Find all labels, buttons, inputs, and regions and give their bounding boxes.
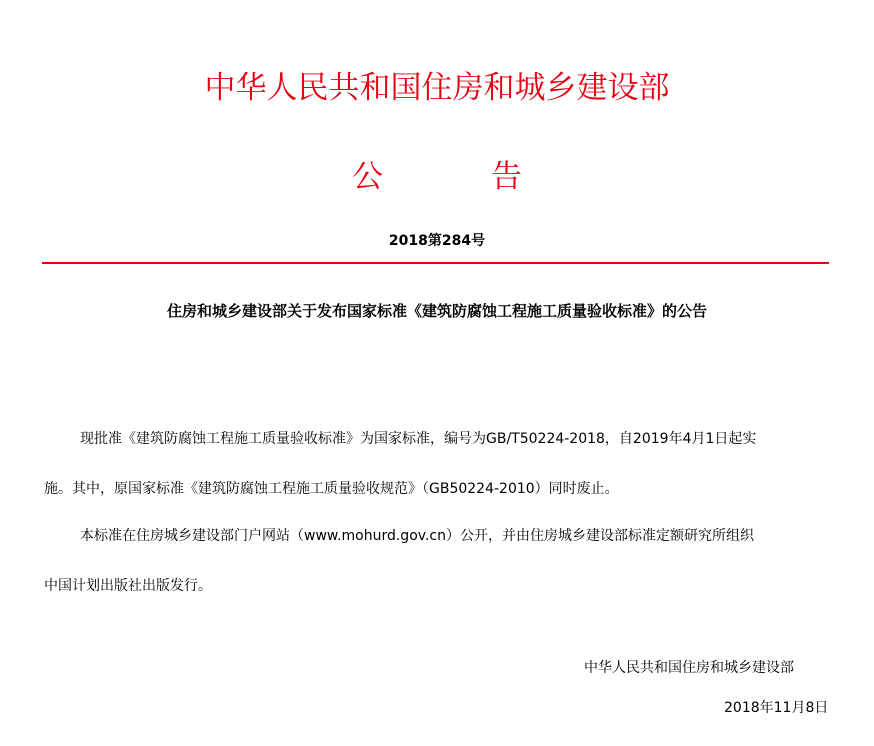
document-number: 2018第284号 xyxy=(388,233,486,249)
paragraph-2-line-1: 本标准在住房城乡建设部门户网站（www.mohurd.gov.cn）公开，并由住房城乡建设部标准定额研究所组织 xyxy=(80,528,754,544)
signature-date: 2018年11月8日 xyxy=(724,700,829,716)
announcement-title xyxy=(352,155,522,199)
ministry-header: 中华人民共和国住房和城乡建设部 xyxy=(204,70,670,106)
paragraph-1-line-2: 施。其中，原国家标准《建筑防腐蚀工程施工质量验收规范》（GB50224-2010）同时废止。 xyxy=(44,481,619,497)
paragraph-1-line-1: 现批准《建筑防腐蚀工程施工质量验收标准》为国家标准，编号为GB/T50224-2018，自2019年4月1日起实 xyxy=(80,431,757,447)
announcement-char-1: 公 xyxy=(352,159,383,195)
signature-issuer: 中华人民共和国住房和城乡建设部 xyxy=(584,660,794,676)
red-divider xyxy=(42,262,829,264)
announcement-char-2: 告 xyxy=(491,159,522,195)
paragraph-2-line-2: 中国计划出版社出版发行。 xyxy=(44,578,212,594)
announcement-subject: 住房和城乡建设部关于发布国家标准《建筑防腐蚀工程施工质量验收标准》的公告 xyxy=(166,302,707,320)
